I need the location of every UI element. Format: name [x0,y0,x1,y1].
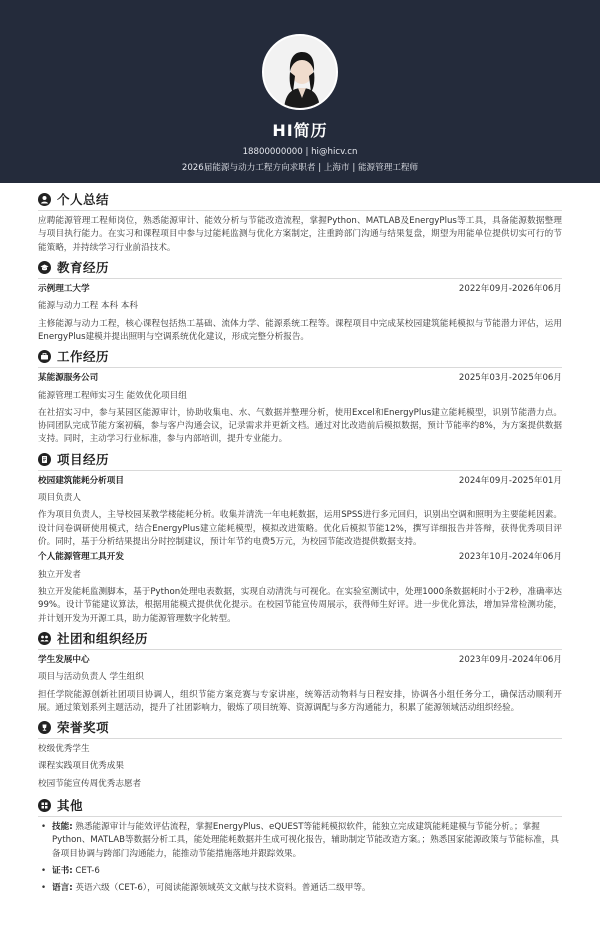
award-item: 校级优秀学生 [38,744,90,755]
work-entry [38,372,562,447]
section-title: 工作经历 [57,349,110,364]
briefcase-icon [38,350,51,363]
entry-heading [38,372,562,385]
others-item [38,821,562,861]
project-entry [38,475,562,550]
entry-heading [38,551,562,564]
company-name: 某能源服务公司 [38,373,99,384]
section-header [38,346,562,368]
section-title: 荣誉奖项 [57,719,110,735]
section-title: 其他 [57,797,84,813]
resume-header [0,0,600,183]
contact-info: 18800000000 | hi@hicv.cn [242,147,358,157]
job-intent: 2026届能源与动力工程方向求职者 | 上海市 | 能源管理工程师 [181,163,419,173]
section-title: 教育经历 [57,259,110,275]
others-label: 语言: [52,883,73,894]
others-item [38,882,562,895]
others-label: 技能: [52,822,73,833]
section-projects [38,449,562,626]
section-header [38,189,562,211]
summary-text: 应聘能源管理工程师岗位，熟悉能源审计、能效分析与节能改造流程，掌握Python、MATLAB及EnergyPlus等工具，具备能源数据整理与项目执行能力。在实习和课程项目中参与过能耗监测与优化方案制定，注重跨部门沟通与结果复盘，期望为用能单位提供切实可行的节能策略，并持续学习行业前沿技术。 [38,216,562,253]
section-header [38,257,562,279]
section-clubs [38,628,562,715]
others-text: 熟悉能源审计与能效评估流程，掌握EnergyPlus、eQUEST等能耗模拟软件，能独立完成建筑能耗建模与节能分析。；掌握Python、MATLAB等数据分析工具，能处理能耗数据并生成可视化报告，辅助制定节能改造方案。；熟悉国家能源政策与节能标准，具备项目协调与跨部门沟通能力，能推动节能措施落地并跟踪效果。 [52,822,560,859]
user-icon [38,193,51,206]
entry-heading [38,475,562,488]
entry-description: 主修能源与动力工程，核心课程包括热工基础、流体力学、能源系统工程等。课程项目中完成某校园建筑能耗模拟与节能潜力评估，运用EnergyPlus建模并提出照明与空调系统优化建议，形成完整分析报告。 [38,318,562,342]
group-icon [38,632,51,645]
entry-subtitle: 独立开发者 [38,569,81,580]
project-name: 校园建筑能耗分析项目 [38,475,124,486]
others-label: 证书: [52,866,73,876]
others-item [38,865,562,878]
entry-heading [38,654,562,667]
entry-subtitle: 能源与动力工程 本科 本科 [38,301,138,312]
graduation-cap-icon [38,261,51,274]
section-header [38,795,562,817]
section-others [38,795,562,896]
entry-date: 2025年03月-2025年06月 [458,373,562,384]
section-education [38,257,562,344]
entry-description: 在社招实习中，参与某园区能源审计，协助收集电、水、气数据并整理分析，使用Excel和EnergyPlus建立能耗模型，识别节能潜力点。协同团队完成节能方案初稿，参与客户沟通会议，记录需求并更新文档。通过对比改造前后模拟数据，预计节能率约8%，为方案提供数据支持。同时，主动学习行业标准，参与内部培训，提升专业能力。 [38,407,562,445]
trophy-icon [38,721,51,734]
entry-date: 2023年10月-2024年06月 [458,552,562,563]
section-awards [38,717,562,791]
entry-description: 独立开发能耗监测脚本，基于Python处理电表数据，实现自动清洗与可视化。在实验室测试中，处理1000条数据耗时小于2秒，准确率达99%。设计节能建议算法，根据用能模式提供优化提示。在校园节能宣传周展示，获得师生好评。进一步优化算法，增加异常检测功能，并计划开发为开源工具，助力能源管理数字化转型。 [38,586,562,624]
grid-icon [38,799,51,812]
document-icon [38,453,51,466]
others-list [38,821,562,896]
entry-heading [38,283,562,296]
candidate-name: HI简历 [272,121,328,140]
award-item: 校园节能宣传周优秀志愿者 [38,778,142,789]
avatar [262,34,338,110]
resume-body [0,183,600,896]
project-entry [38,551,562,626]
project-name: 个人能源管理工具开发 [38,552,124,563]
entry-description: 担任学院能源创新社团项目协调人，组织节能方案竞赛与专家讲座，统筹活动物料与日程安排，协调各小组任务分工，确保活动顺利开展。通过策划系列主题活动，提升了社团影响力，锻炼了项目统筹、资源调配与多方沟通能力，积累了能源领域活动组织经验。 [38,689,562,713]
section-work [38,346,562,447]
section-header [38,449,562,471]
section-title: 项目经历 [57,451,110,467]
section-title: 个人总结 [57,191,110,207]
section-header [38,717,562,739]
section-title: 社团和组织经历 [57,630,149,646]
education-entry [38,283,562,344]
award-item: 课程实践项目优秀成果 [38,761,124,772]
entry-date: 2023年09月-2024年06月 [458,654,562,665]
entry-subtitle: 项目与活动负责人 学生组织 [38,672,144,683]
section-summary [38,189,562,255]
entry-description: 作为项目负责人，主导校园某教学楼能耗分析。收集并清洗一年电耗数据，运用SPSS进行多元回归，识别出空调和照明为主要能耗因素。设计问卷调研使用模式，结合EnergyPlus建立能耗模型，模拟改进策略。优化后模拟节能12%，撰写详细报告并答辩，获得优秀项目评价。同时，基于分析结果提出分时控制建议，预计年节约电费5万元，为校园节能改造提供数据支持。 [38,510,562,547]
section-header [38,628,562,650]
entry-date: 2022年09月-2026年06月 [458,283,562,294]
organization-name: 学生发展中心 [38,654,90,665]
club-entry [38,654,562,715]
school-name: 示例理工大学 [38,283,90,294]
entry-subtitle: 能源管理工程师实习生 能效优化项目组 [38,390,187,401]
entry-subtitle: 项目负责人 [38,493,81,504]
others-text: CET-6 [72,866,100,876]
entry-date: 2024年09月-2025年01月 [458,475,562,486]
others-text: 英语六级（CET-6），可阅读能源领域英文文献与技术资料。普通话二级甲等。 [72,883,371,894]
